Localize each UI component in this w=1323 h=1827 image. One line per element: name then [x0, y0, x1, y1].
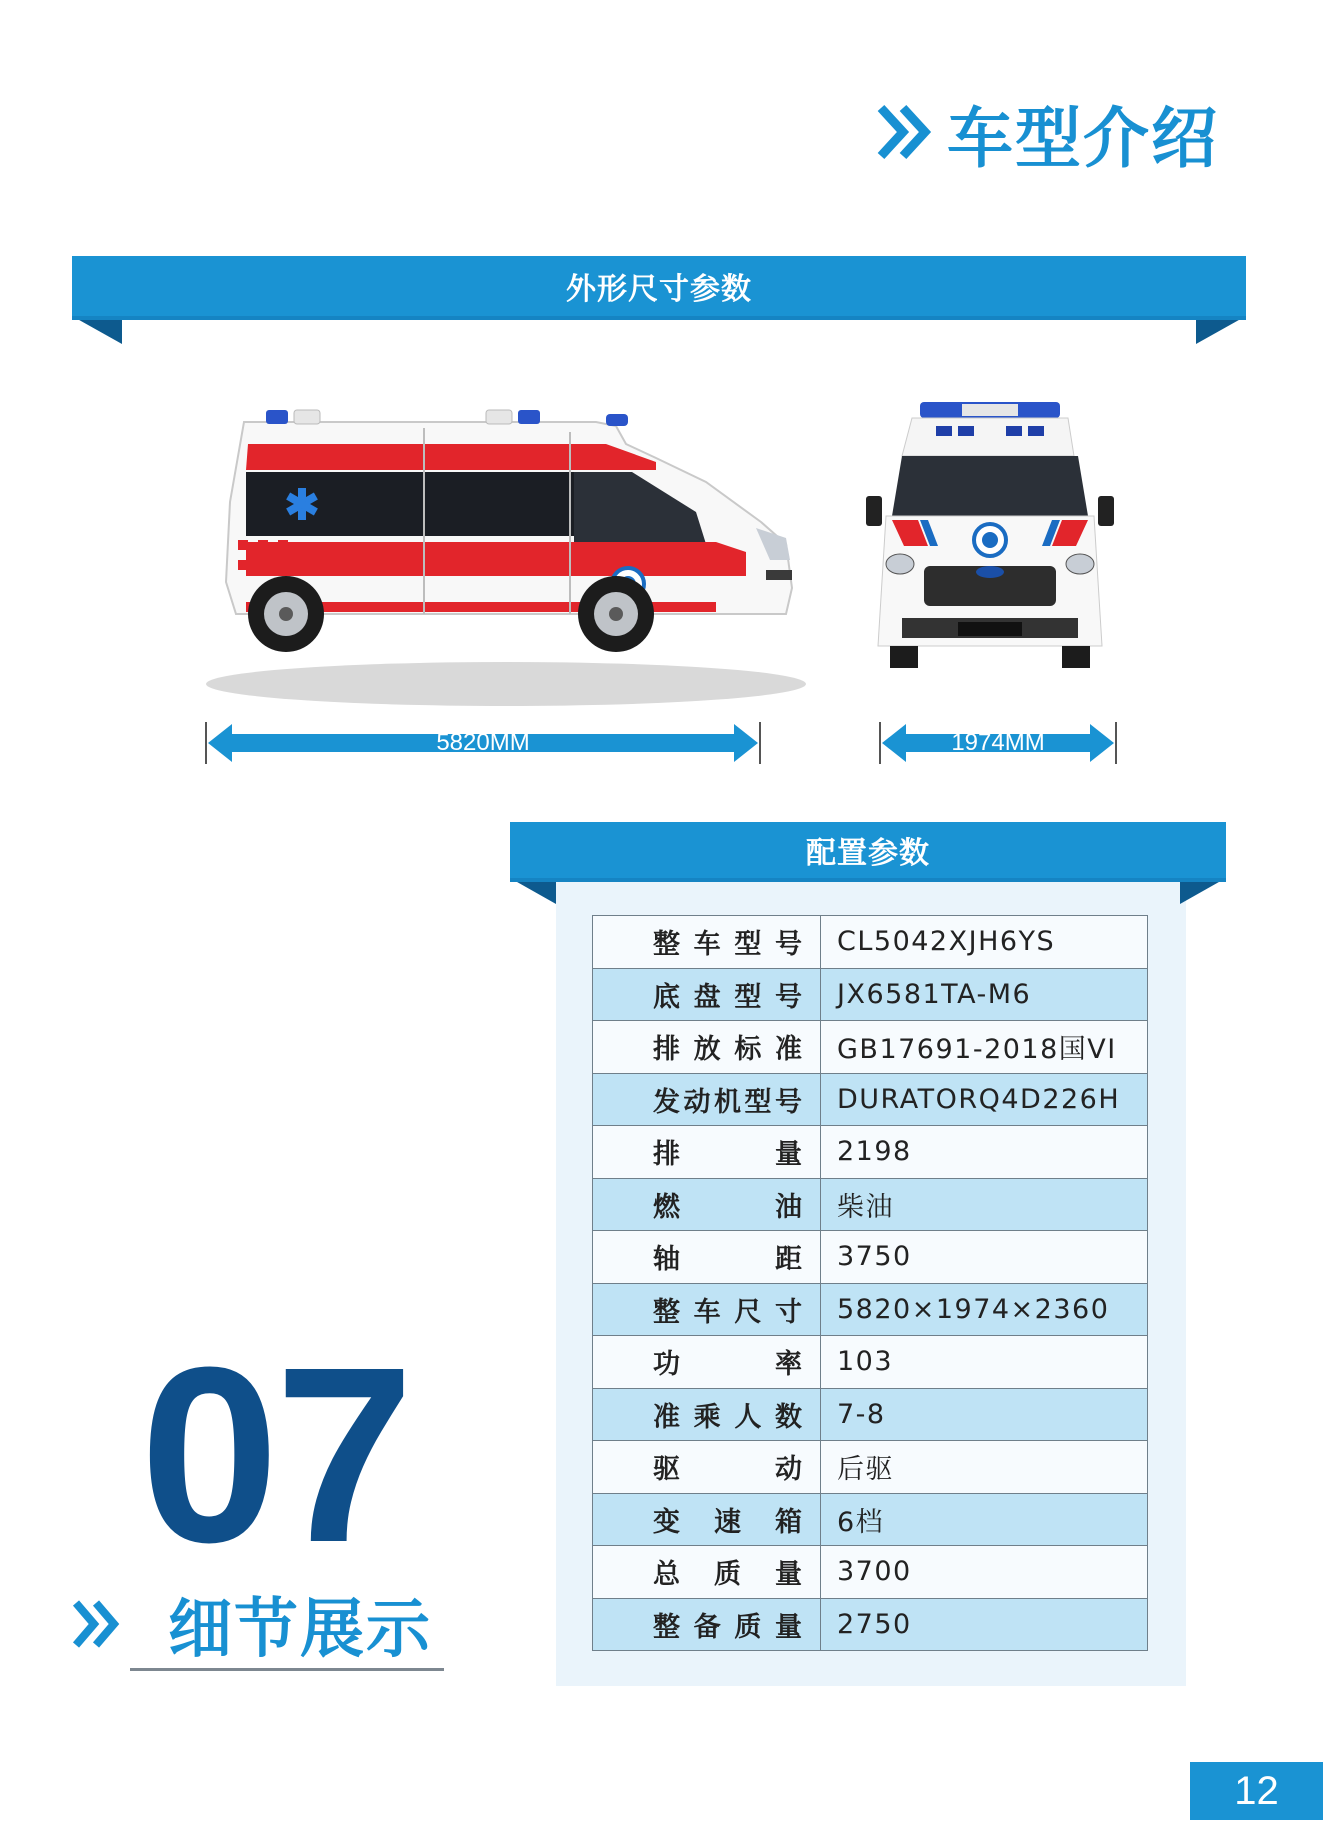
width-dimension: [878, 720, 1118, 766]
spec-key: 发动机型号: [653, 1086, 802, 1118]
spec-key: 整车尺寸: [653, 1296, 802, 1328]
spec-row: [593, 1126, 1148, 1179]
ambulance-side-image: [186, 392, 806, 712]
spec-key-cell: [593, 968, 821, 1021]
ambulance-front-image: [862, 396, 1118, 674]
width-label: 1974MM: [951, 729, 1045, 756]
spec-row: [593, 1493, 1148, 1546]
spec-key-cell: [593, 1231, 821, 1284]
spec-key-cell: [593, 1283, 821, 1336]
spec-key-cell: [593, 1126, 821, 1179]
spec-value: 柴油: [821, 1178, 1148, 1231]
spec-table: [592, 915, 1148, 1651]
spec-key: 准乘人数: [653, 1401, 802, 1433]
spec-key-cell: [593, 916, 821, 969]
spec-key: 整车型号: [653, 929, 802, 961]
spec-value: 3750: [821, 1231, 1148, 1284]
spec-row: [593, 1021, 1148, 1074]
spec-key: 排量: [653, 1139, 802, 1171]
spec-key-cell: [593, 1493, 821, 1546]
chapter-underline: [130, 1668, 444, 1671]
spec-key-cell: [593, 1388, 821, 1441]
spec-row: [593, 1231, 1148, 1284]
spec-row: [593, 1073, 1148, 1126]
spec-key-cell: [593, 1441, 821, 1494]
banner-fold-left: [72, 316, 122, 344]
spec-row: [593, 1546, 1148, 1599]
spec-value: 103: [821, 1336, 1148, 1389]
page-number: 12: [1190, 1762, 1323, 1820]
spec-key-cell: [593, 1336, 821, 1389]
config-banner-title: 配置参数: [510, 822, 1226, 882]
spec-row: [593, 1598, 1148, 1651]
spec-value: 后驱: [821, 1441, 1148, 1494]
banner-fold-right: [1196, 316, 1246, 344]
chapter-title-row: [72, 1578, 432, 1670]
spec-key-cell: [593, 1546, 821, 1599]
chapter-title: 细节展示: [168, 1593, 432, 1667]
spec-value: 3700: [821, 1546, 1148, 1599]
spec-row: [593, 916, 1148, 969]
spec-key-cell: [593, 1598, 821, 1651]
spec-row: [593, 1283, 1148, 1336]
spec-value: JX6581TA-M6: [821, 968, 1148, 1021]
spec-row: [593, 968, 1148, 1021]
spec-row: [593, 1441, 1148, 1494]
spec-key: 功率: [653, 1349, 802, 1381]
spec-value: 6档: [821, 1493, 1148, 1546]
spec-key-cell: [593, 1073, 821, 1126]
section-title: 车型介绍: [947, 99, 1219, 177]
spec-key: 底盘型号: [653, 981, 802, 1013]
spec-key: 燃油: [653, 1191, 802, 1223]
spec-value: 2198: [821, 1126, 1148, 1179]
config-banner: [510, 822, 1226, 906]
spec-key: 整备质量: [653, 1611, 802, 1643]
spec-key: 总质量: [653, 1559, 802, 1591]
spec-value: DURATORQ4D226H: [821, 1073, 1148, 1126]
spec-key: 驱动: [653, 1454, 802, 1486]
spec-row: [593, 1336, 1148, 1389]
length-label: 5820MM: [436, 729, 530, 756]
spec-key-cell: [593, 1021, 821, 1074]
chapter-number: 07: [140, 1315, 411, 1594]
spec-key: 轴距: [653, 1244, 802, 1276]
exterior-banner-title: 外形尺寸参数: [72, 256, 1246, 320]
double-chevron-icon: [72, 1597, 122, 1651]
length-dimension: [204, 720, 762, 766]
spec-value: CL5042XJH6YS: [821, 916, 1148, 969]
exterior-banner: [72, 256, 1246, 346]
spec-value: 5820×1974×2360: [821, 1283, 1148, 1336]
spec-value: GB17691-2018国VI: [821, 1021, 1148, 1074]
spec-key: 排放标准: [653, 1034, 802, 1066]
spec-row: [593, 1388, 1148, 1441]
spec-value: 7-8: [821, 1388, 1148, 1441]
spec-key-cell: [593, 1178, 821, 1231]
section-header: [877, 92, 1219, 177]
spec-key: 变速箱: [653, 1506, 802, 1538]
spec-row: [593, 1178, 1148, 1231]
double-chevron-icon: [877, 102, 933, 162]
spec-value: 2750: [821, 1598, 1148, 1651]
